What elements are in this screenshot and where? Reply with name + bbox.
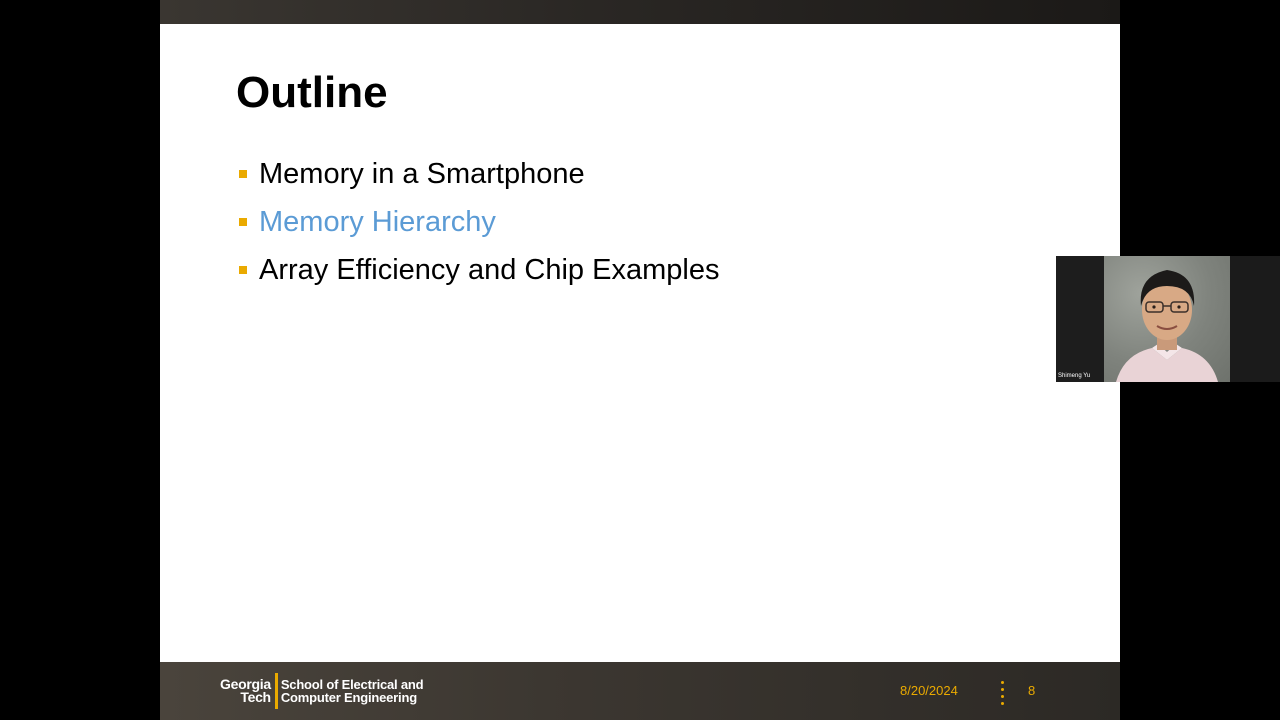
bullet-square-icon <box>239 266 247 274</box>
logo-line-tech: Tech <box>240 689 271 705</box>
outline-item-memory-in-smartphone <box>236 150 719 198</box>
outline-item-label: Memory in a Smartphone <box>259 158 585 190</box>
separator-dot <box>1001 702 1004 705</box>
separator-dot <box>1001 688 1004 691</box>
school-name-line2: Computer Engineering <box>280 690 417 705</box>
separator-dot <box>1001 695 1004 698</box>
outline-item-memory-hierarchy <box>236 198 719 246</box>
bullet-square-icon <box>239 170 247 178</box>
slide-title: Outline <box>236 68 388 117</box>
separator-dot <box>1001 681 1004 684</box>
georgia-tech-wordmark <box>220 678 271 704</box>
footer-dots-separator-icon <box>1001 681 1005 705</box>
presenter-camera-feed <box>1104 256 1230 382</box>
outline-list <box>236 150 719 294</box>
outline-item-label: Memory Hierarchy <box>259 206 496 238</box>
logo-line-georgia: Georgia <box>220 676 271 692</box>
presenter-avatar-icon <box>1104 256 1230 382</box>
school-name-line1: School of Electrical and <box>280 677 424 692</box>
slide-top-bar <box>160 0 1120 24</box>
georgia-tech-ece-logo <box>220 670 423 712</box>
presenter-name-label: Shimeng Yu <box>1058 373 1091 379</box>
logo-divider <box>275 673 278 709</box>
presentation-slide <box>160 0 1120 720</box>
school-name <box>281 678 424 704</box>
presenter-video-tile[interactable] <box>1056 256 1280 382</box>
bullet-square-icon <box>239 218 247 226</box>
video-tile-padding <box>1230 256 1280 382</box>
slide-footer <box>160 662 1120 720</box>
slide-date: 8/20/2024 <box>900 683 958 698</box>
outline-item-array-efficiency <box>236 246 719 294</box>
slide-page-number: 8 <box>1028 683 1036 698</box>
outline-item-label: Array Efficiency and Chip Examples <box>259 254 720 286</box>
